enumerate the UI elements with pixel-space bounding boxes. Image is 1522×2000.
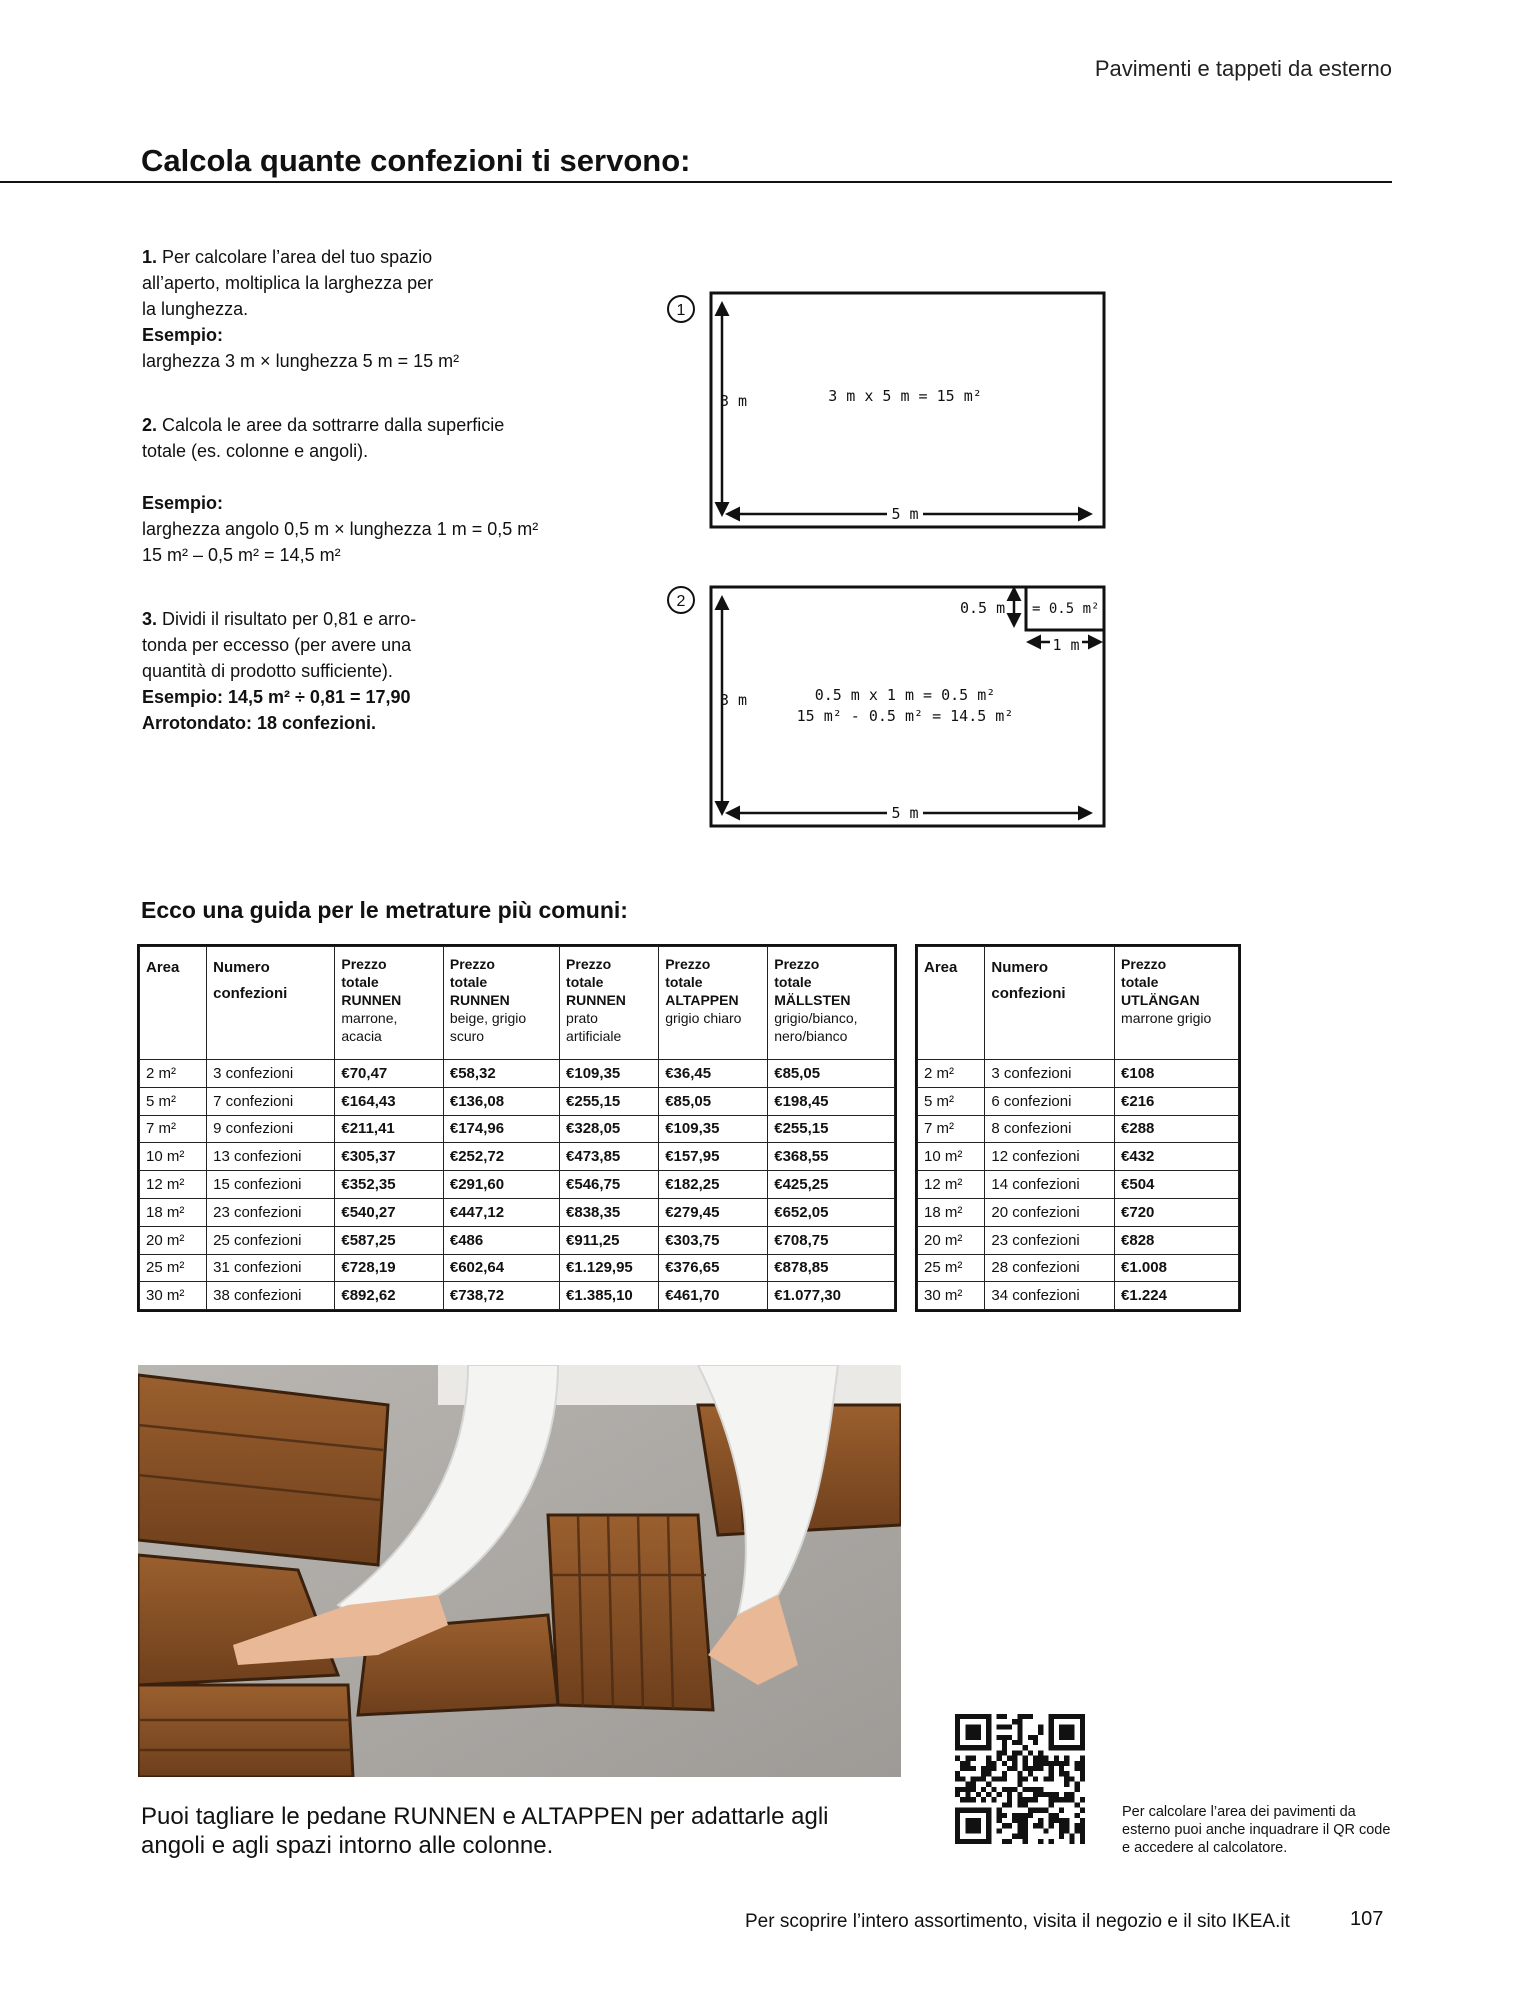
diagram-2-corner-height-label: 0.5 m xyxy=(960,599,1006,617)
price-cell: €1.385,10 xyxy=(560,1282,659,1310)
header-line: totale xyxy=(341,974,379,990)
title-divider xyxy=(0,181,1392,183)
table-row xyxy=(918,1226,1239,1254)
price-cell: €652,05 xyxy=(768,1198,895,1226)
header-line: Prezzo xyxy=(1121,956,1167,972)
table-row xyxy=(140,1143,895,1171)
header-line: Prezzo xyxy=(774,956,820,972)
price-cell: €1.224 xyxy=(1115,1282,1239,1310)
diagram-2-corner-width-label: 1 m xyxy=(1052,636,1080,654)
table-header-cell xyxy=(985,947,1115,1060)
area-cell: 10 m² xyxy=(918,1143,985,1171)
area-cell: 2 m² xyxy=(140,1060,207,1088)
header-line: RUNNEN xyxy=(341,992,402,1008)
header-line: Numero xyxy=(991,959,1049,976)
header-line: Prezzo xyxy=(566,956,612,972)
step-2-example: larghezza angolo 0,5 m × lunghezza 1 m = 0,5 m² xyxy=(142,519,539,539)
packs-cell: 3 confezioni xyxy=(207,1060,335,1088)
table-row xyxy=(918,1171,1239,1199)
price-cell: €838,35 xyxy=(560,1198,659,1226)
packs-cell: 38 confezioni xyxy=(207,1282,335,1310)
header-line: confezioni xyxy=(213,985,288,1002)
step-1-number: 1. xyxy=(142,247,158,267)
footer-note: Per scoprire l’intero assortimento, visita il negozio e il sito IKEA.it xyxy=(745,1911,1290,1932)
area-cell: 7 m² xyxy=(918,1115,985,1143)
packs-cell: 23 confezioni xyxy=(207,1198,335,1226)
area-cell: 30 m² xyxy=(140,1282,207,1310)
step-2-example: 15 m² – 0,5 m² = 14,5 m² xyxy=(142,545,341,565)
page-number: 107 xyxy=(1350,1908,1384,1930)
packs-cell: 28 confezioni xyxy=(985,1254,1115,1282)
packs-cell: 6 confezioni xyxy=(985,1087,1115,1115)
step-3-rounded: Arrotondato: 18 confezioni. xyxy=(142,713,376,733)
diagram-2 xyxy=(668,587,1104,826)
step-2-text: totale (es. colonne e angoli). xyxy=(142,441,369,461)
header-line: totale xyxy=(566,974,604,990)
area-cell: 20 m² xyxy=(918,1226,985,1254)
header-line: Area xyxy=(146,959,180,976)
price-cell: €1.008 xyxy=(1115,1254,1239,1282)
header-line: beige, grigio scuro xyxy=(449,1010,527,1044)
packs-cell: 12 confezioni xyxy=(985,1143,1115,1171)
table-row xyxy=(140,1171,895,1199)
price-cell: €708,75 xyxy=(768,1226,895,1254)
price-cell: €252,72 xyxy=(443,1143,559,1171)
price-cell: €70,47 xyxy=(335,1060,443,1088)
table-header-cell xyxy=(918,947,985,1060)
price-cell: €352,35 xyxy=(335,1171,443,1199)
step-2-number: 2. xyxy=(142,415,158,435)
header-line: RUNNEN xyxy=(566,992,626,1008)
packs-cell: 20 confezioni xyxy=(985,1198,1115,1226)
diagram-1-badge: 1 xyxy=(676,302,686,319)
price-cell: €255,15 xyxy=(560,1087,659,1115)
header-line: RUNNEN xyxy=(449,992,510,1008)
packs-cell: 34 confezioni xyxy=(985,1282,1115,1310)
table-row xyxy=(140,1254,895,1282)
header-line: ALTAPPEN xyxy=(665,992,739,1008)
price-cell: €738,72 xyxy=(443,1282,559,1310)
packs-cell: 25 confezioni xyxy=(207,1226,335,1254)
header-line: Prezzo xyxy=(665,956,711,972)
table-header-cell xyxy=(140,947,207,1060)
packs-cell: 9 confezioni xyxy=(207,1115,335,1143)
table-row xyxy=(918,1198,1239,1226)
packs-cell: 8 confezioni xyxy=(985,1115,1115,1143)
area-cell: 7 m² xyxy=(140,1115,207,1143)
price-cell: €136,08 xyxy=(443,1087,559,1115)
price-cell: €473,85 xyxy=(560,1143,659,1171)
price-cell: €720 xyxy=(1115,1198,1239,1226)
table-header-row xyxy=(918,947,1239,1060)
price-cell: €255,15 xyxy=(768,1115,895,1143)
header-line: Area xyxy=(924,959,958,976)
table-header-cell xyxy=(335,947,443,1060)
price-cell: €602,64 xyxy=(443,1254,559,1282)
step-2-text: Calcola le aree da sottrarre dalla superficie xyxy=(162,415,505,435)
diagram-1 xyxy=(668,293,1104,527)
price-cell: €540,27 xyxy=(335,1198,443,1226)
page-title: Calcola quante confezioni ti servono: xyxy=(141,143,691,178)
table-row xyxy=(918,1143,1239,1171)
qr-description: Per calcolare l’area dei pavimenti da esterno puoi anche inquadrare il QR code e accedere al calcolatore. xyxy=(1122,1804,1391,1856)
price-cell: €461,70 xyxy=(659,1282,768,1310)
price-cell: €211,41 xyxy=(335,1115,443,1143)
price-cell: €305,37 xyxy=(335,1143,443,1171)
step-3-text: Dividi il risultato per 0,81 e arro- xyxy=(162,609,417,629)
price-cell: €546,75 xyxy=(560,1171,659,1199)
price-cell: €892,62 xyxy=(335,1282,443,1310)
step-2-example-label: Esempio: xyxy=(142,493,224,513)
header-line: totale xyxy=(665,974,703,990)
table-row xyxy=(918,1087,1239,1115)
price-cell: €728,19 xyxy=(335,1254,443,1282)
area-cell: 10 m² xyxy=(140,1143,207,1171)
price-cell: €182,25 xyxy=(659,1171,768,1199)
packs-cell: 13 confezioni xyxy=(207,1143,335,1171)
price-cell: €279,45 xyxy=(659,1198,768,1226)
photo-wood-deck-tiles xyxy=(138,1365,901,1777)
step-1-text: all’aperto, moltiplica la larghezza per xyxy=(142,273,434,293)
table-row xyxy=(918,1282,1239,1310)
step-2 xyxy=(142,412,582,568)
price-cell: €198,45 xyxy=(768,1087,895,1115)
packs-cell: 7 confezioni xyxy=(207,1087,335,1115)
price-cell: €85,05 xyxy=(768,1060,895,1088)
price-cell: €164,43 xyxy=(335,1087,443,1115)
diagram-2-formula-b: 15 m² - 0.5 m² = 14.5 m² xyxy=(796,707,1014,725)
diagram-1-width-label: 5 m xyxy=(891,505,919,523)
price-cell: €486 xyxy=(443,1226,559,1254)
header-line: grigio/bianco, nero/bianco xyxy=(774,1010,858,1044)
section-label: Pavimenti e tappeti da esterno xyxy=(1094,56,1392,81)
header-line: confezioni xyxy=(991,985,1066,1002)
area-cell: 25 m² xyxy=(918,1254,985,1282)
diagram-2-formula-a: 0.5 m x 1 m = 0.5 m² xyxy=(814,686,996,704)
area-cell: 18 m² xyxy=(140,1198,207,1226)
step-3-example: Esempio: 14,5 m² ÷ 0,81 = 17,90 xyxy=(142,687,411,707)
header-line: marrone grigio xyxy=(1121,1010,1212,1026)
price-cell: €58,32 xyxy=(443,1060,559,1088)
table-header-cell xyxy=(207,947,335,1060)
header-line: UTLÄNGAN xyxy=(1121,992,1200,1008)
step-3-text: tonda per eccesso (per avere una xyxy=(142,635,412,655)
price-cell: €1.077,30 xyxy=(768,1282,895,1310)
table-row xyxy=(140,1198,895,1226)
table-header-cell xyxy=(443,947,559,1060)
step-1-text: la lunghezza. xyxy=(142,299,249,319)
guide-title: Ecco una guida per le metrature più comuni: xyxy=(141,897,628,923)
price-cell: €911,25 xyxy=(560,1226,659,1254)
header-line: totale xyxy=(1121,974,1159,990)
price-cell: €425,25 xyxy=(768,1171,895,1199)
table-header-cell xyxy=(768,947,895,1060)
table-header-cell xyxy=(1115,947,1239,1060)
price-cell: €85,05 xyxy=(659,1087,768,1115)
table-row xyxy=(918,1254,1239,1282)
diagram-2-width-label: 5 m xyxy=(891,804,919,822)
step-1 xyxy=(142,244,582,374)
price-cell: €447,12 xyxy=(443,1198,559,1226)
packs-cell: 23 confezioni xyxy=(985,1226,1115,1254)
price-cell: €828 xyxy=(1115,1226,1239,1254)
area-cell: 12 m² xyxy=(918,1171,985,1199)
price-cell: €1.129,95 xyxy=(560,1254,659,1282)
photo-caption: Puoi tagliare le pedane RUNNEN e ALTAPPEN per adattarle agli angoli e agli spazi intorno alle colonne. xyxy=(141,1803,829,1859)
table-row xyxy=(918,1115,1239,1143)
price-cell: €216 xyxy=(1115,1087,1239,1115)
diagram-1-formula: 3 m x 5 m = 15 m² xyxy=(828,387,982,405)
area-cell: 25 m² xyxy=(140,1254,207,1282)
table-header-cell xyxy=(659,947,768,1060)
area-cell: 5 m² xyxy=(918,1087,985,1115)
step-1-example: larghezza 3 m × lunghezza 5 m = 15 m² xyxy=(142,351,460,371)
header-line: Prezzo xyxy=(449,956,495,972)
packs-cell: 15 confezioni xyxy=(207,1171,335,1199)
price-cell: €328,05 xyxy=(560,1115,659,1143)
step-1-example-label: Esempio: xyxy=(142,325,224,345)
diagram-2-corner-area: = 0.5 m² xyxy=(1032,601,1100,617)
area-cell: 18 m² xyxy=(918,1198,985,1226)
header-line: MÄLLSTEN xyxy=(774,992,851,1008)
step-1-text: Per calcolare l’area del tuo spazio xyxy=(162,247,433,267)
table-row xyxy=(140,1226,895,1254)
step-3-text: quantità di prodotto sufficiente). xyxy=(142,661,393,681)
packs-cell: 31 confezioni xyxy=(207,1254,335,1282)
header-line: prato artificiale xyxy=(566,1010,622,1044)
header-line: Prezzo xyxy=(341,956,387,972)
price-table-main xyxy=(139,946,895,1310)
price-cell: €291,60 xyxy=(443,1171,559,1199)
table-header-row xyxy=(140,947,895,1060)
area-cell: 2 m² xyxy=(918,1060,985,1088)
diagram-1-height-label: 3 m xyxy=(720,392,748,410)
header-line: totale xyxy=(774,974,812,990)
header-line: grigio chiaro xyxy=(665,1010,742,1026)
packs-cell: 14 confezioni xyxy=(985,1171,1115,1199)
price-cell: €587,25 xyxy=(335,1226,443,1254)
table-row xyxy=(140,1087,895,1115)
table-header-cell xyxy=(560,947,659,1060)
table-row xyxy=(140,1060,895,1088)
table-row xyxy=(140,1282,895,1310)
price-table-utlangan xyxy=(917,946,1239,1310)
step-3 xyxy=(142,606,582,736)
area-cell: 5 m² xyxy=(140,1087,207,1115)
area-cell: 12 m² xyxy=(140,1171,207,1199)
area-cell: 20 m² xyxy=(140,1226,207,1254)
header-line: marrone, acacia xyxy=(341,1010,398,1044)
price-cell: €504 xyxy=(1115,1171,1239,1199)
area-cell: 30 m² xyxy=(918,1282,985,1310)
table-row xyxy=(140,1115,895,1143)
price-cell: €878,85 xyxy=(768,1254,895,1282)
price-cell: €108 xyxy=(1115,1060,1239,1088)
step-3-number: 3. xyxy=(142,609,158,629)
qr-code-icon[interactable] xyxy=(955,1714,1085,1844)
diagram-2-badge: 2 xyxy=(676,593,686,610)
table-row xyxy=(918,1060,1239,1088)
photo-illustration xyxy=(138,1365,901,1777)
price-cell: €109,35 xyxy=(659,1115,768,1143)
header-line: totale xyxy=(449,974,488,990)
price-cell: €376,65 xyxy=(659,1254,768,1282)
area-diagrams xyxy=(660,290,1120,840)
price-cell: €368,55 xyxy=(768,1143,895,1171)
packs-cell: 3 confezioni xyxy=(985,1060,1115,1088)
price-cell: €157,95 xyxy=(659,1143,768,1171)
price-cell: €174,96 xyxy=(443,1115,559,1143)
header-line: Numero xyxy=(213,959,270,976)
price-cell: €432 xyxy=(1115,1143,1239,1171)
diagram-1-rectangle xyxy=(711,293,1104,527)
price-cell: €303,75 xyxy=(659,1226,768,1254)
price-cell: €36,45 xyxy=(659,1060,768,1088)
diagram-2-height-label: 3 m xyxy=(720,691,748,709)
price-cell: €109,35 xyxy=(560,1060,659,1088)
price-cell: €288 xyxy=(1115,1115,1239,1143)
